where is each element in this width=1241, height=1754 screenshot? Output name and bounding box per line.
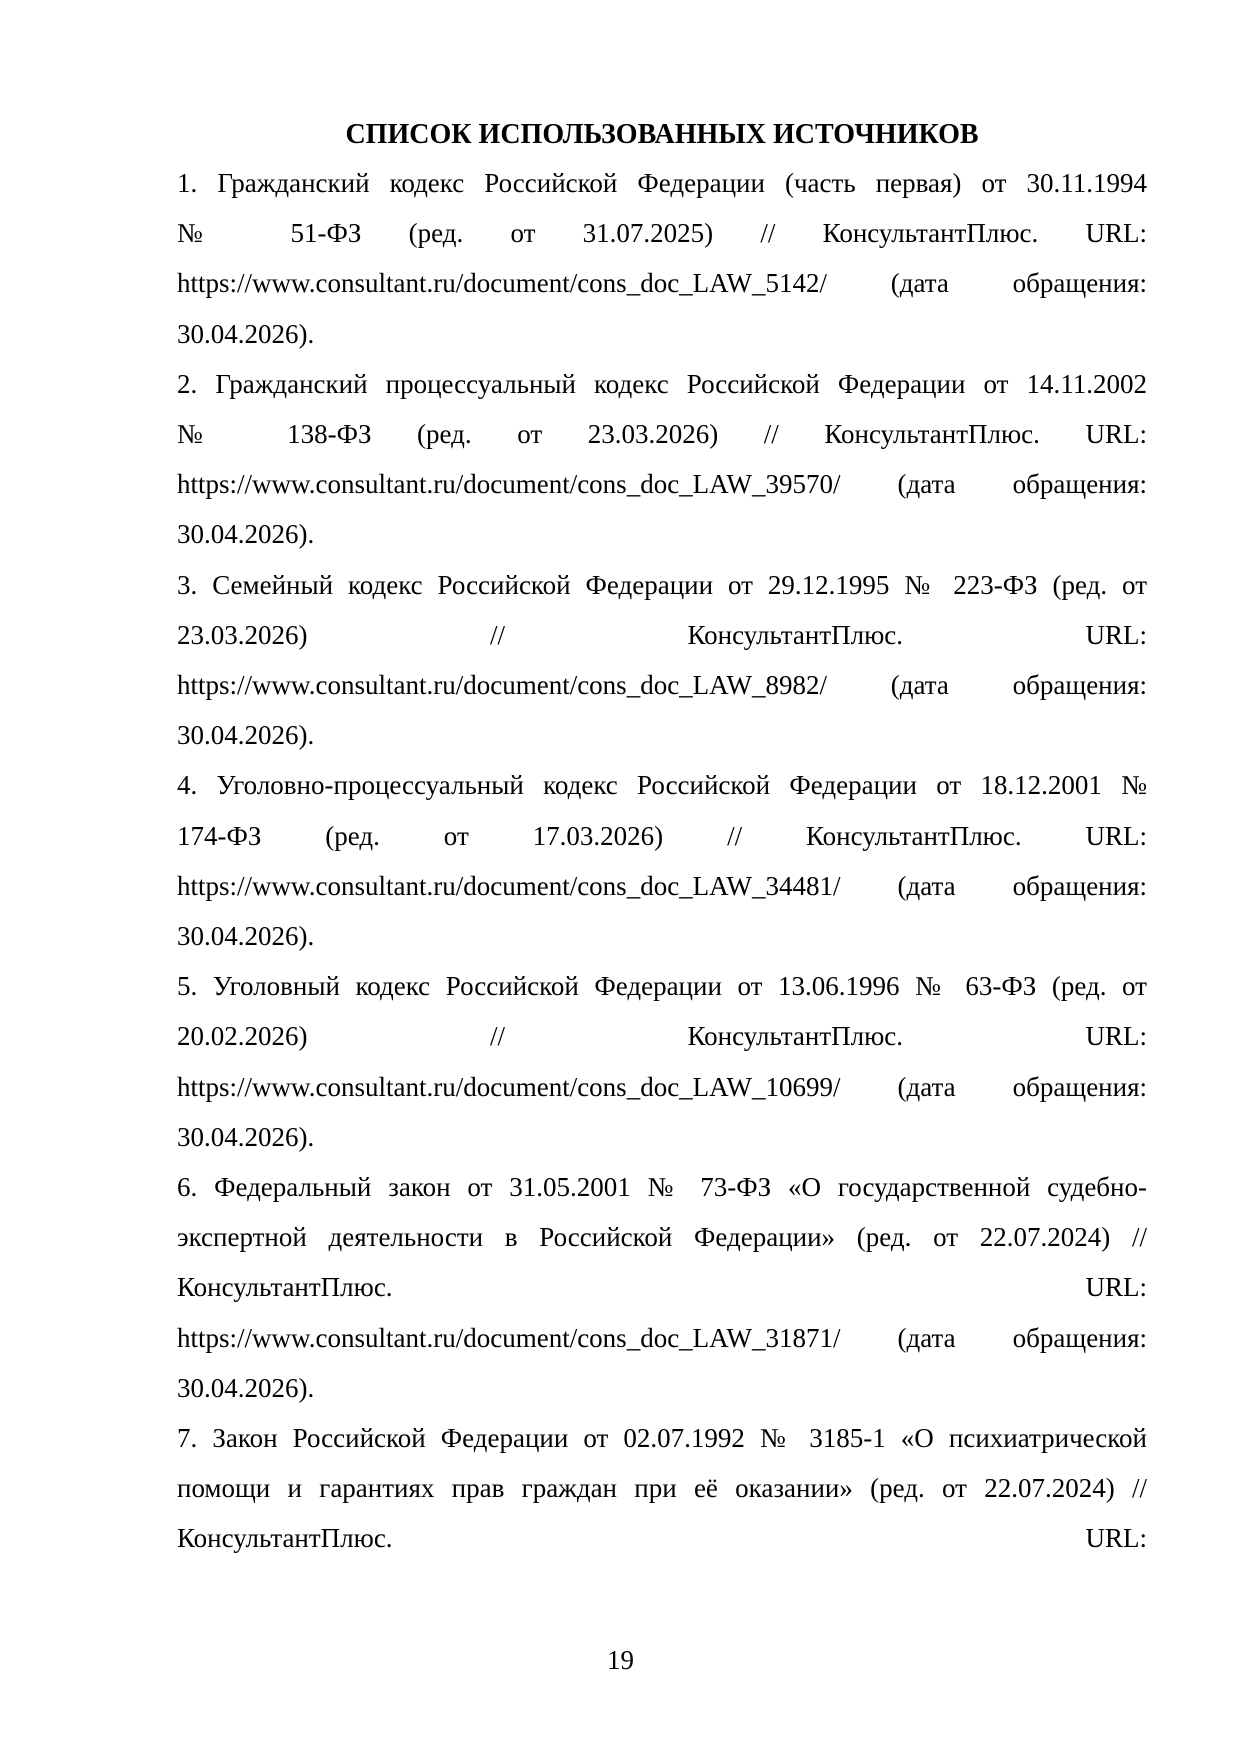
page-number: 19: [607, 1645, 634, 1675]
reference-list: [177, 158, 1147, 1564]
reference-line: 20.02.2026) // КонсультантПлюс. URL:: [177, 1021, 1147, 1052]
reference-line: https://www.consultant.ru/document/cons_doc_LAW_10699/ (дата обращения:: [177, 1071, 1147, 1102]
reference-line: 4. Уголовно-процессуальный кодекс Российской Федерации от 18.12.2001 №: [177, 770, 1147, 801]
reference-line: 5. Уголовный кодекс Российской Федерации от 13.06.1996 № 63-ФЗ (ред. от: [177, 971, 1147, 1002]
reference-line: https://www.consultant.ru/document/cons_doc_LAW_8982/ (дата обращения:: [177, 670, 1147, 701]
reference-line: КонсультантПлюс. URL:: [177, 1523, 1147, 1554]
reference-line: 7. Закон Российской Федерации от 02.07.1992 № 3185-1 «О психиатрической: [177, 1423, 1147, 1454]
reference-line: КонсультантПлюс. URL:: [177, 1272, 1147, 1303]
reference-item: [177, 760, 1147, 961]
reference-line: 1. Гражданский кодекс Российской Федерации (часть первая) от 30.11.1994: [177, 168, 1147, 198]
reference-line: 30.04.2026).: [177, 921, 315, 952]
reference-line: https://www.consultant.ru/document/cons_doc_LAW_39570/ (дата обращения:: [177, 469, 1147, 500]
reference-line: 6. Федеральный закон от 31.05.2001 № 73-ФЗ «О государственной судебно-: [177, 1172, 1147, 1203]
reference-line: 30.04.2026).: [177, 519, 315, 550]
reference-line: https://www.consultant.ru/document/cons_doc_LAW_31871/ (дата обращения:: [177, 1322, 1147, 1353]
reference-item: [177, 1162, 1147, 1413]
reference-line: https://www.consultant.ru/document/cons_doc_LAW_5142/ (дата обращения:: [177, 268, 1147, 299]
reference-item: [177, 560, 1147, 761]
reference-line: 174-ФЗ (ред. от 17.03.2026) // КонсультантПлюс. URL:: [177, 820, 1147, 851]
reference-line: 23.03.2026) // КонсультантПлюс. URL:: [177, 619, 1147, 650]
reference-line: экспертной деятельности в Российской Федерации» (ред. от 22.07.2024) //: [177, 1222, 1147, 1253]
reference-item: [177, 359, 1147, 560]
reference-line: 30.04.2026).: [177, 1121, 315, 1152]
reference-line: помощи и гарантиях прав граждан при её оказании» (ред. от 22.07.2024) //: [177, 1473, 1147, 1504]
reference-line: 30.04.2026).: [177, 720, 315, 751]
reference-item: [177, 961, 1147, 1162]
reference-line: 30.04.2026).: [177, 1372, 315, 1403]
reference-line: https://www.consultant.ru/document/cons_doc_LAW_34481/ (дата обращения:: [177, 870, 1147, 901]
reference-line: № 51-ФЗ (ред. от 31.07.2025) // КонсультантПлюс. URL:: [177, 218, 1147, 249]
reference-item: [177, 1413, 1147, 1564]
reference-line: 3. Семейный кодекс Российской Федерации от 29.12.1995 № 223-ФЗ (ред. от: [177, 569, 1147, 600]
reference-line: 2. Гражданский процессуальный кодекс Российской Федерации от 14.11.2002: [177, 368, 1147, 399]
reference-item: [177, 158, 1147, 359]
reference-line: 30.04.2026).: [177, 318, 315, 349]
page-title: СПИСОК ИСПОЛЬЗОВАННЫХ ИСТОЧНИКОВ: [345, 119, 979, 150]
reference-line: № 138-ФЗ (ред. от 23.03.2026) // КонсультантПлюс. URL:: [177, 419, 1147, 450]
